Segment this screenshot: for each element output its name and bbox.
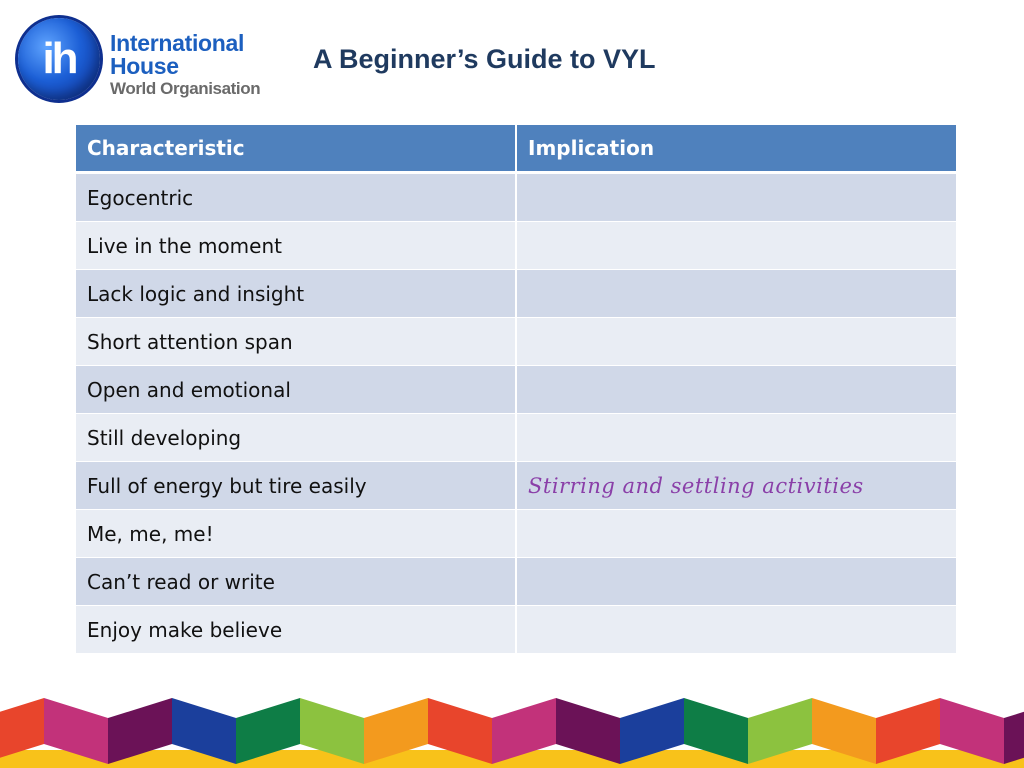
table-row — [76, 270, 956, 318]
implication-cell — [516, 414, 956, 462]
logo-line-house: House — [110, 53, 179, 79]
characteristic-cell: Live in the moment — [76, 222, 516, 270]
table-row — [76, 173, 956, 222]
table-row — [76, 366, 956, 414]
table-row — [76, 558, 956, 606]
implication-cell — [516, 558, 956, 606]
table-row — [76, 318, 956, 366]
characteristic-cell: Short attention span — [76, 318, 516, 366]
characteristic-cell: Me, me, me! — [76, 510, 516, 558]
implication-cell — [516, 510, 956, 558]
table-row — [76, 606, 956, 654]
implication-cell — [516, 270, 956, 318]
characteristic-cell: Egocentric — [76, 173, 516, 222]
logo-wordmark — [110, 32, 260, 100]
characteristic-cell: Lack logic and insight — [76, 270, 516, 318]
table-header-row — [76, 125, 956, 173]
characteristic-cell: Enjoy make believe — [76, 606, 516, 654]
header-characteristic: Characteristic — [76, 125, 516, 173]
implication-cell — [516, 318, 956, 366]
implication-cell — [516, 222, 956, 270]
logo-glyph: ih — [42, 34, 76, 83]
header-implication: Implication — [516, 125, 956, 173]
characteristics-table — [76, 125, 956, 654]
logo-line-international: International — [110, 30, 245, 56]
implication-cell — [516, 606, 956, 654]
table-row — [76, 462, 956, 510]
characteristic-cell: Open and emotional — [76, 366, 516, 414]
logo-line-world-organisation: World Organisation — [110, 79, 261, 98]
ih-logo — [14, 16, 294, 106]
slide-title: A Beginner’s Guide to VYL — [313, 44, 656, 74]
characteristic-cell: Can’t read or write — [76, 558, 516, 606]
implication-cell-handwritten: Stirring and settling activities — [516, 462, 956, 510]
table-row — [76, 222, 956, 270]
characteristic-cell: Full of energy but tire easily — [76, 462, 516, 510]
table-row — [76, 414, 956, 462]
ih-logo-icon — [18, 18, 100, 100]
table-row — [76, 510, 956, 558]
implication-cell — [516, 173, 956, 222]
implication-cell — [516, 366, 956, 414]
decorative-zigzag-banner — [0, 690, 1024, 768]
characteristic-cell: Still developing — [76, 414, 516, 462]
